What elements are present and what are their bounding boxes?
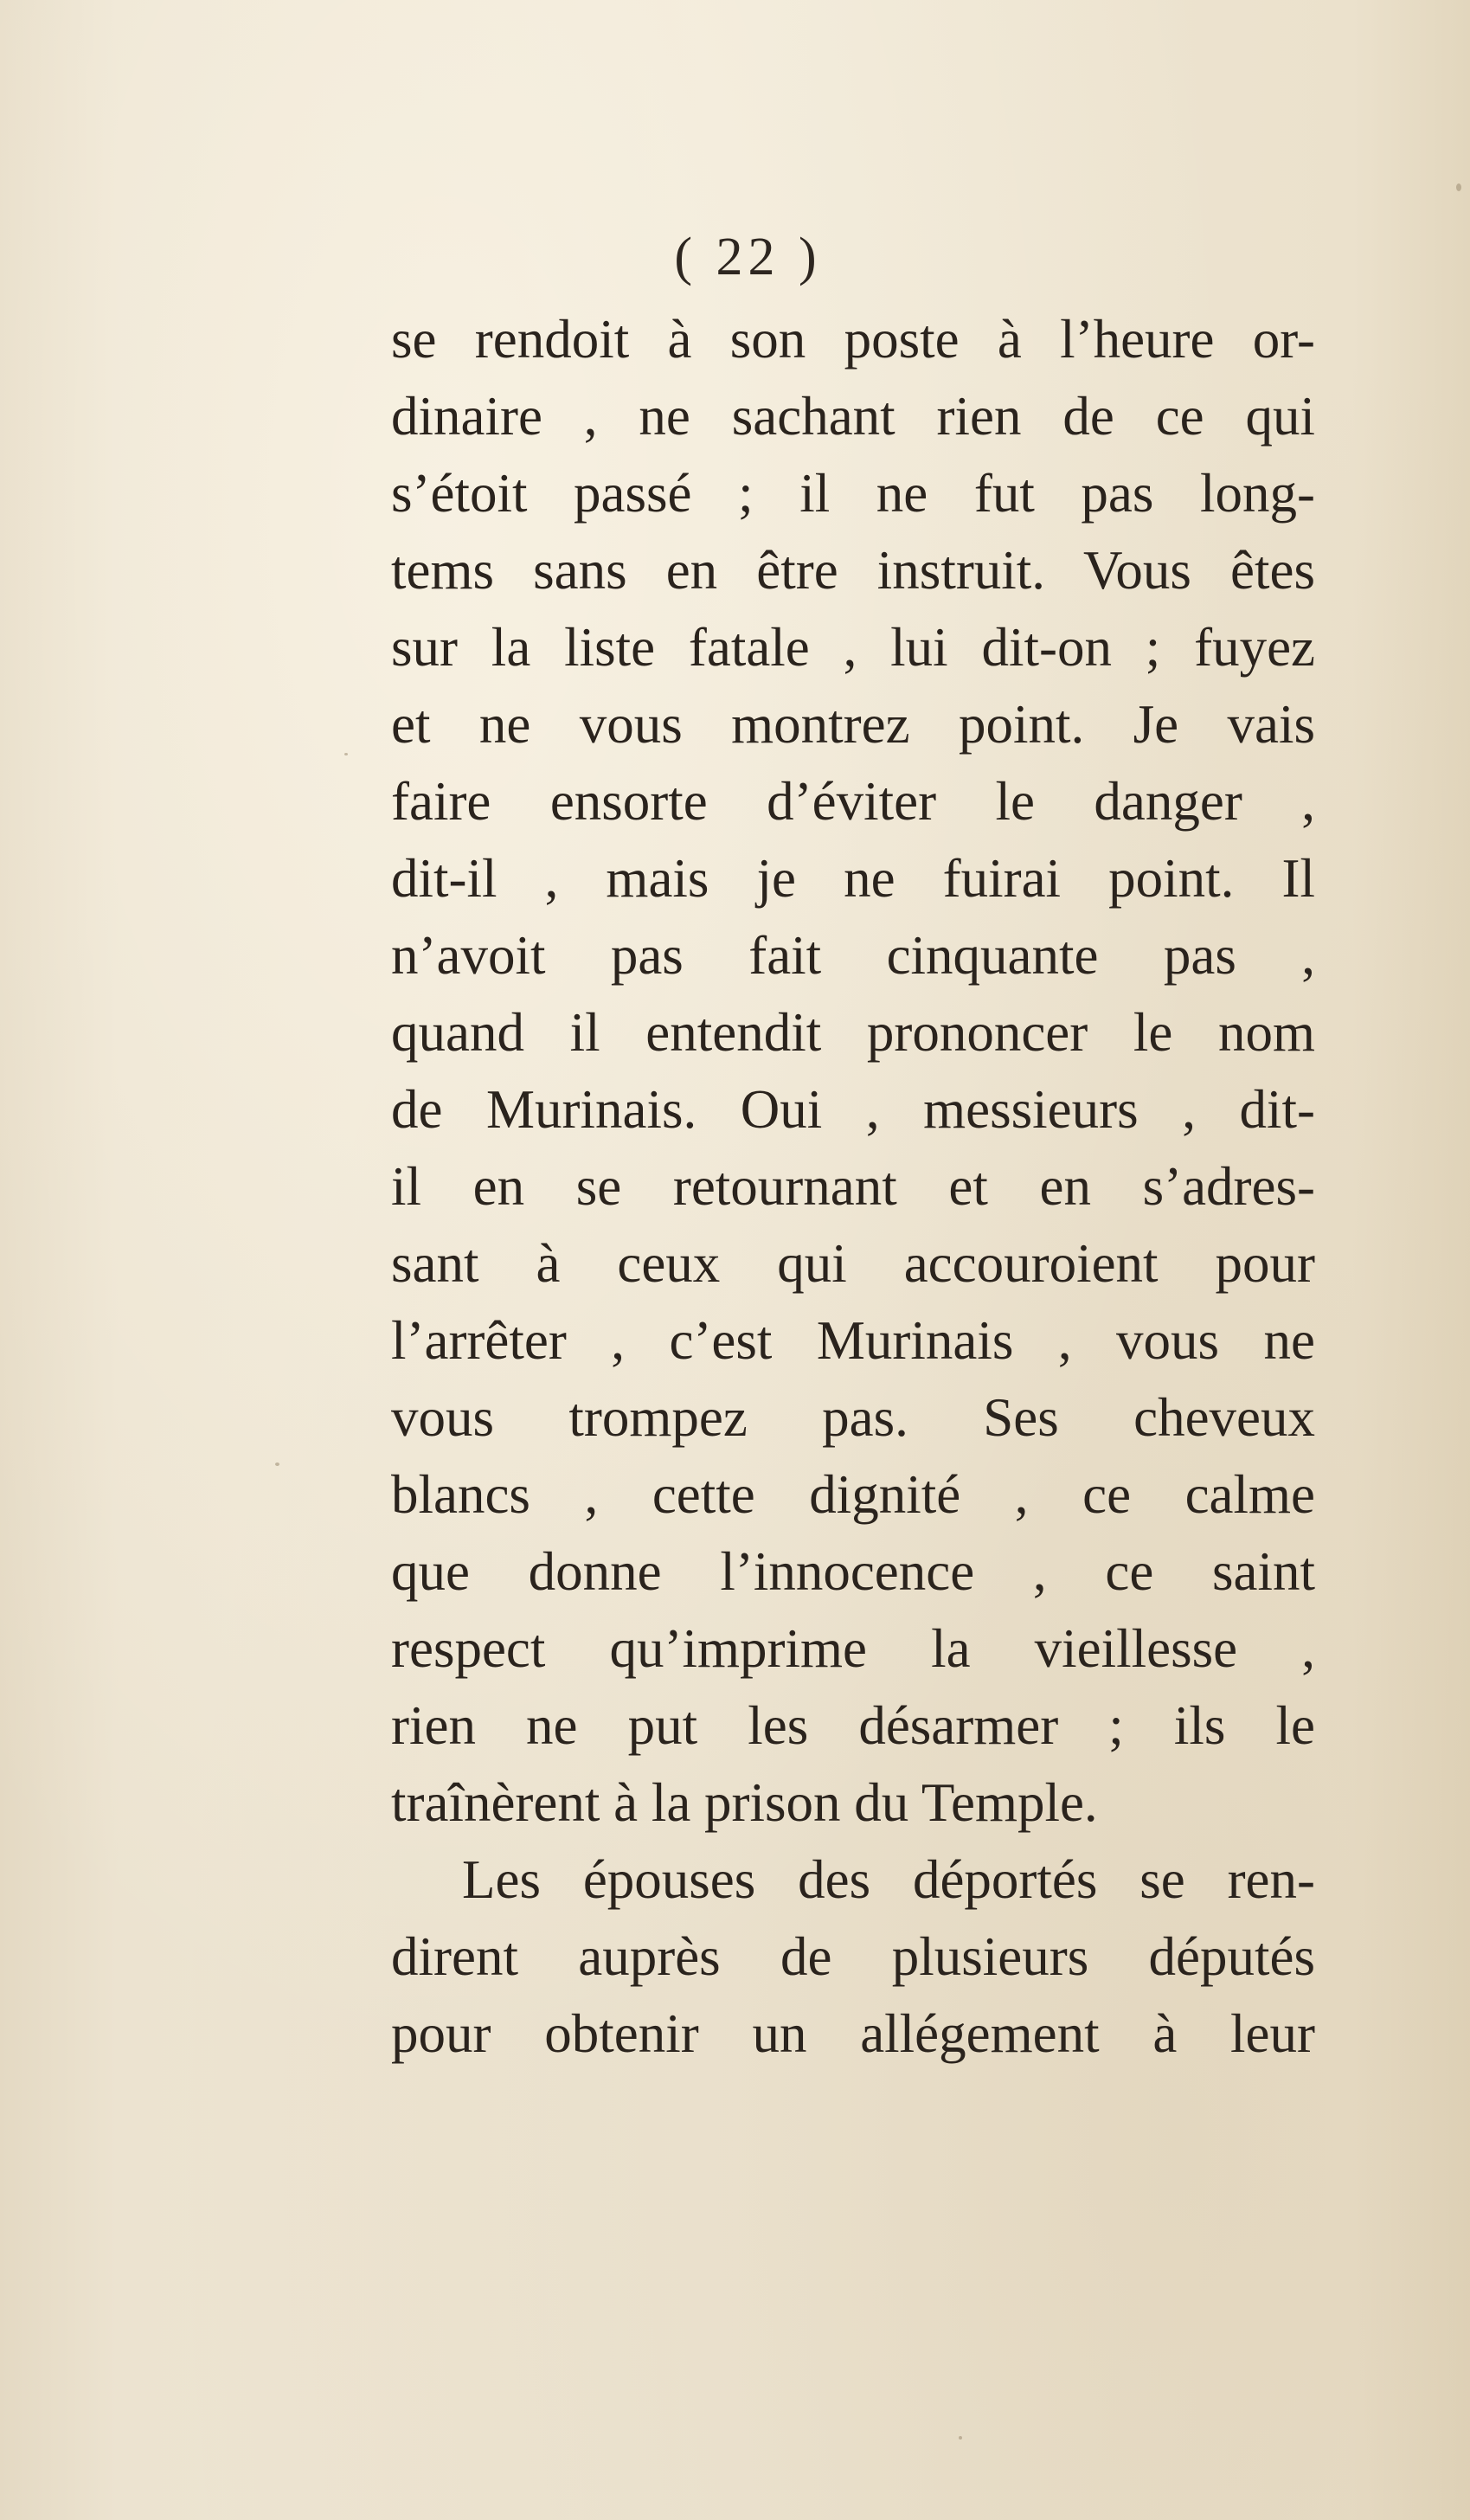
text-line: et ne vous montrez point. Je vais	[391, 694, 1315, 755]
paper-speck	[959, 2436, 962, 2440]
text-line: blancs , cette dignité , ce calme	[391, 1464, 1315, 1525]
text-line: sant à ceux qui accouroient pour	[391, 1233, 1315, 1294]
paper-speck	[344, 753, 348, 755]
text-line: rien ne put les désarmer ; ils le	[391, 1695, 1315, 1756]
body-text	[391, 301, 1315, 2073]
text-line: se rendoit à son poste à l’heure or-	[391, 309, 1315, 370]
text-line: tems sans en être instruit. Vous êtes	[391, 540, 1315, 601]
text-line: pour obtenir un allégement à leur	[391, 2003, 1315, 2064]
page-number: ( 22 )	[674, 228, 822, 286]
text-line: quand il entendit prononcer le nom	[391, 1002, 1315, 1063]
text-line: respect qu’imprime la vieillesse ,	[391, 1618, 1315, 1679]
text-line: faire ensorte d’éviter le danger ,	[391, 771, 1315, 832]
paragraph-end-line: traînèrent à la prison du Temple.	[391, 1772, 1098, 1833]
text-line: que donne l’innocence , ce saint	[391, 1541, 1315, 1602]
text-line: vous trompez pas. Ses cheveux	[391, 1387, 1315, 1448]
text-line: s’étoit passé ; il ne fut pas long-	[391, 463, 1315, 524]
text-line: l’arrêter , c’est Murinais , vous ne	[391, 1310, 1315, 1371]
text-line: dit-il , mais je ne fuirai point. Il	[391, 848, 1315, 909]
text-line: dirent auprès de plusieurs députés	[391, 1926, 1315, 1987]
text-line: n’avoit pas fait cinquante pas ,	[391, 925, 1315, 986]
text-line: de Murinais. Oui , messieurs , dit-	[391, 1079, 1315, 1140]
text-line: il en se retournant et en s’adres-	[391, 1156, 1315, 1217]
text-line: dinaire , ne sachant rien de ce qui	[391, 386, 1315, 447]
paper-speck	[275, 1462, 279, 1466]
paragraph-start-line: Les épouses des déportés se ren-	[462, 1849, 1315, 1910]
text-line: sur la liste fatale , lui dit-on ; fuyez	[391, 617, 1315, 678]
paper-speck	[1456, 183, 1461, 191]
